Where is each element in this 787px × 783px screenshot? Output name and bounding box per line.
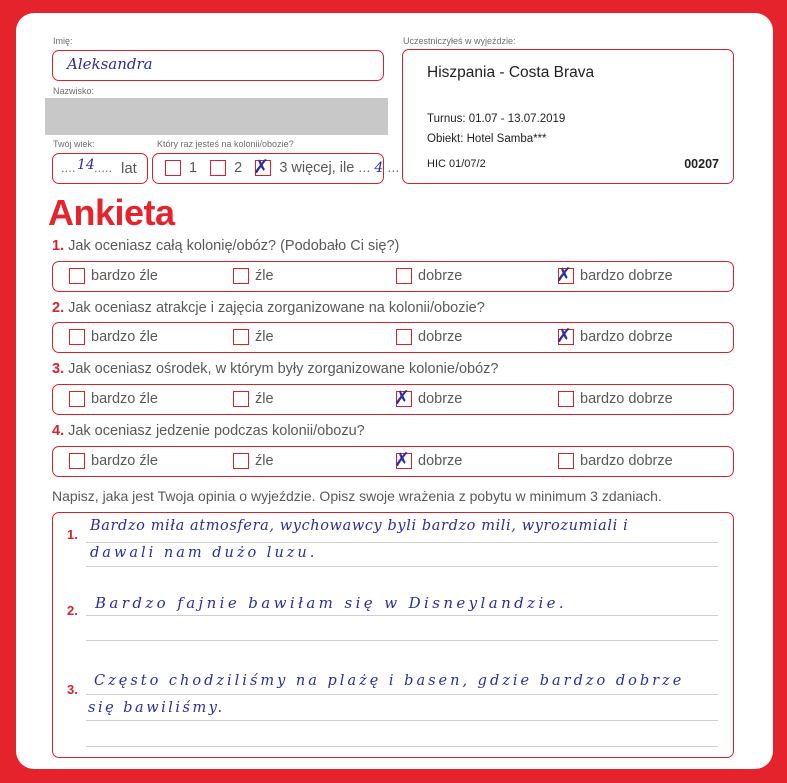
check-mark-icon: ✗ <box>556 325 572 348</box>
name-value: Aleksandra <box>67 55 153 73</box>
trip-info-box <box>402 49 734 184</box>
opinion-3-line-2: się bawiliśmy. <box>88 700 225 716</box>
survey-title: Ankieta <box>48 192 175 233</box>
rating-checkbox[interactable] <box>556 264 574 287</box>
question-4-options <box>52 446 734 477</box>
writing-line <box>86 615 718 616</box>
times-more-checkbox[interactable] <box>253 156 271 179</box>
rating-label: dobrze <box>418 329 463 346</box>
rating-option[interactable] <box>233 391 274 407</box>
check-mark-icon: ✗ <box>394 449 410 472</box>
times-field <box>152 153 400 184</box>
trip-number: 00207 <box>684 157 719 171</box>
opinion-1-line-2: dawali nam dużo luzu. <box>90 545 318 561</box>
opinion-3-number: 3. <box>67 682 78 697</box>
trip-object: Obiekt: Hotel Samba*** <box>427 133 547 145</box>
rating-option[interactable] <box>394 387 463 410</box>
rating-option[interactable] <box>233 453 274 469</box>
writing-line <box>86 694 718 695</box>
question-4-text <box>52 423 365 439</box>
rating-label: dobrze <box>418 391 463 408</box>
opinion-2-number: 2. <box>67 603 78 618</box>
rating-label: bardzo dobrze <box>580 391 673 408</box>
question-label: Jak oceniasz całą kolonię/obóz? (Podobało Ci się?) <box>68 238 400 254</box>
name-label: Imię: <box>53 36 73 46</box>
rating-label: źle <box>255 453 274 470</box>
rating-label: dobrze <box>418 453 463 470</box>
question-label: Jak oceniasz ośrodek, w którym były zorganizowane kolonie/obóz? <box>68 361 499 377</box>
times-1-checkbox[interactable] <box>165 160 181 176</box>
rating-label: bardzo źle <box>91 268 158 285</box>
question-3-options <box>52 384 734 415</box>
trip-code: HIC 01/07/2 <box>427 158 486 170</box>
rating-checkbox[interactable] <box>556 325 574 348</box>
opinion-2-line-1: Bardzo fajnie bawiłam się w Disneylandzie. <box>95 594 568 612</box>
age-field[interactable] <box>52 153 148 184</box>
writing-line <box>86 720 718 721</box>
rating-label: bardzo dobrze <box>580 268 673 285</box>
check-mark-icon: ✗ <box>394 387 410 410</box>
rating-checkbox[interactable] <box>69 453 85 469</box>
times-count-dots-before: ... <box>358 160 371 177</box>
rating-label: źle <box>255 268 274 285</box>
rating-option[interactable] <box>394 449 463 472</box>
check-mark-icon: ✗ <box>253 156 270 179</box>
rating-checkbox[interactable] <box>233 268 249 284</box>
rating-checkbox[interactable] <box>396 329 412 345</box>
rating-option[interactable] <box>69 391 158 407</box>
question-2-text <box>52 300 485 316</box>
surname-label: Nazwisko: <box>53 86 95 96</box>
age-dots-before: .... <box>61 160 76 175</box>
question-number: 2. <box>52 300 65 316</box>
rating-option[interactable] <box>69 453 158 469</box>
rating-label: bardzo dobrze <box>580 453 673 470</box>
times-2-checkbox[interactable] <box>210 160 226 176</box>
rating-checkbox[interactable] <box>69 268 85 284</box>
age-label: Twój wiek: <box>53 139 95 149</box>
opinion-prompt: Napisz, jaka jest Twoja opinia o wyjeździe. Opisz swoje wrażenia z pobytu w minimum 3 zdaniach. <box>52 488 662 504</box>
rating-label: źle <box>255 329 274 346</box>
question-1-options <box>52 261 734 292</box>
question-2-options <box>52 322 734 353</box>
times-label: Który raz jesteś na kolonii/obozie? <box>157 139 294 149</box>
rating-option[interactable] <box>558 453 673 469</box>
rating-option[interactable] <box>558 391 673 407</box>
writing-line <box>86 746 718 747</box>
rating-label: bardzo źle <box>91 329 158 346</box>
age-value: 14 <box>77 157 95 173</box>
rating-option[interactable] <box>69 268 158 284</box>
rating-checkbox[interactable] <box>396 268 412 284</box>
rating-checkbox[interactable] <box>233 329 249 345</box>
rating-checkbox[interactable] <box>558 453 574 469</box>
writing-line <box>86 542 718 543</box>
rating-option[interactable] <box>396 268 462 284</box>
opinion-1-number: 1. <box>67 527 78 542</box>
writing-line <box>86 640 718 641</box>
times-2-label: 2 <box>234 160 243 177</box>
question-1-text <box>52 238 399 254</box>
question-3-text <box>52 361 498 377</box>
rating-checkbox[interactable] <box>558 391 574 407</box>
rating-label: bardzo źle <box>91 453 158 470</box>
trip-turnus: Turnus: 01.07 - 13.07.2019 <box>427 113 566 125</box>
rating-checkbox[interactable] <box>394 387 412 410</box>
rating-checkbox[interactable] <box>69 329 85 345</box>
name-field[interactable] <box>52 50 384 81</box>
rating-checkbox[interactable] <box>394 449 412 472</box>
question-label: Jak oceniasz jedzenie podczas kolonii/obozu? <box>68 423 365 439</box>
age-dots-after: ..... <box>94 160 113 175</box>
age-unit: lat <box>121 160 137 177</box>
check-mark-icon: ✗ <box>556 264 572 287</box>
rating-option[interactable] <box>233 268 274 284</box>
writing-line <box>86 566 718 567</box>
rating-option[interactable] <box>233 329 274 345</box>
rating-label: dobrze <box>418 268 463 285</box>
opinion-1-line-1: Bardzo miła atmosfera, wychowawcy byli bardzo mili, wyrozumiali i <box>90 518 629 534</box>
rating-option[interactable] <box>69 329 158 345</box>
times-count-value: 4 <box>374 160 384 177</box>
rating-checkbox[interactable] <box>233 391 249 407</box>
opinion-3-line-1: Często chodziliśmy na plażę i basen, gdzie bardzo dobrze <box>94 673 685 689</box>
trip-destination: Hiszpania - Costa Brava <box>427 64 595 81</box>
rating-label: bardzo dobrze <box>580 329 673 346</box>
question-number: 1. <box>52 238 65 254</box>
question-number: 4. <box>52 423 65 439</box>
times-1-label: 1 <box>189 160 198 177</box>
question-number: 3. <box>52 361 65 377</box>
rating-option[interactable] <box>556 264 673 287</box>
question-label: Jak oceniasz atrakcje i zajęcia zorganizowane na kolonii/obozie? <box>68 300 485 316</box>
participated-label: Uczestniczyłeś w wyjeździe: <box>403 36 516 46</box>
rating-label: źle <box>255 391 274 408</box>
rating-checkbox[interactable] <box>233 453 249 469</box>
times-count-dots-after: ... <box>387 160 400 177</box>
surname-redaction <box>45 98 388 135</box>
rating-option[interactable] <box>396 329 462 345</box>
rating-label: bardzo źle <box>91 391 158 408</box>
rating-checkbox[interactable] <box>69 391 85 407</box>
rating-option[interactable] <box>556 325 673 348</box>
times-more-label: 3 więcej, ile <box>279 160 355 177</box>
